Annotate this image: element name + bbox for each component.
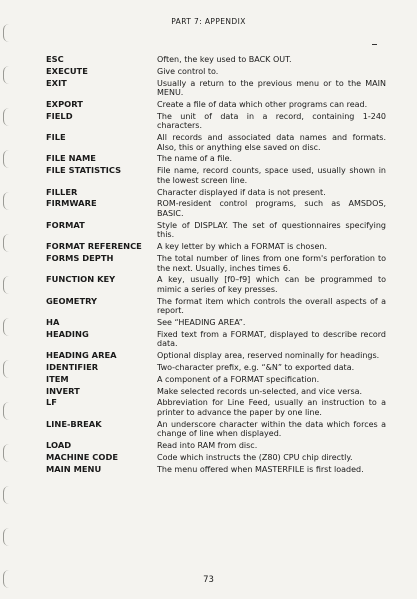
binding-hole [3, 444, 13, 462]
glossary-definition: Usually a return to the previous menu or to the MAIN MENU. [157, 78, 386, 98]
glossary-term: IDENTIFIER [46, 362, 99, 372]
glossary-definition: Make selected records un-selected, and vice versa. [157, 386, 363, 396]
glossary-entry [46, 465, 386, 475]
glossary-entry [46, 67, 386, 77]
glossary-entry [46, 221, 386, 240]
glossary-term: HA [46, 317, 60, 328]
glossary-entry [46, 297, 386, 316]
binding-hole [3, 528, 13, 546]
glossary-entry [46, 254, 386, 273]
glossary-term: EXIT [46, 77, 67, 88]
glossary-entry [46, 363, 386, 373]
glossary-entry [46, 318, 386, 328]
glossary-term: ESC [46, 54, 64, 64]
glossary-term: HEADING [46, 328, 89, 339]
glossary-definition: All records and associated data names and formats. Also, this or anything else saved on disc. [157, 133, 386, 152]
margin-mark [372, 44, 377, 45]
glossary-definition: The format item which controls the overall aspects of a report. [157, 296, 386, 316]
glossary-definition: The total number of lines from one form's perforation to the next. Usually, inches times 6. [157, 253, 386, 273]
glossary-entry [46, 420, 386, 439]
glossary-definition: Code which instructs the (Z80) CPU chip directly. [157, 452, 353, 462]
binding-hole [3, 318, 13, 336]
binding-hole [3, 108, 13, 126]
glossary-definition: Abbreviation for Line Feed, usually an instruction to a printer to advance the paper by one line. [157, 398, 386, 417]
glossary-definition: The name of a file. [157, 154, 233, 164]
glossary-entry [46, 199, 386, 218]
glossary-entry [46, 275, 386, 294]
glossary-entry [46, 453, 386, 463]
glossary-entry [46, 351, 386, 361]
binding-hole [3, 234, 13, 252]
binding-holes [0, 0, 20, 599]
glossary-term: EXECUTE [46, 65, 88, 76]
glossary-term: ITEM [46, 373, 69, 384]
glossary-entry [46, 387, 386, 397]
glossary-entry [46, 242, 386, 252]
glossary-term: FILLER [46, 186, 78, 197]
glossary-definition: A component of a FORMAT specification. [157, 374, 320, 384]
glossary-entry [46, 441, 386, 451]
glossary-definition: The menu offered when MASTERFILE is first loaded. [157, 464, 364, 474]
glossary-entry [46, 154, 386, 164]
glossary-term: INVERT [46, 385, 80, 396]
binding-hole [3, 486, 13, 504]
binding-hole [3, 402, 13, 420]
glossary-definition: Give control to. [157, 66, 219, 76]
glossary-term: EXPORT [46, 98, 83, 109]
binding-hole [3, 66, 13, 84]
glossary-term: FORMAT REFERENCE [46, 241, 142, 252]
glossary-definition: See “HEADING AREA”. [157, 318, 246, 328]
glossary-entry [46, 398, 386, 417]
glossary-term: LF [46, 397, 57, 408]
glossary-term: MACHINE CODE [46, 451, 118, 462]
glossary-term: LINE-BREAK [46, 418, 102, 429]
glossary-definition: Often, the key used to BACK OUT. [157, 55, 292, 64]
glossary-term: FORMAT [46, 219, 85, 230]
glossary-term: LOAD [46, 440, 72, 451]
glossary-definition: Style of DISPLAY. The set of questionnaires specifying this. [157, 220, 386, 240]
page-header: PART 7: APPENDIX [171, 17, 246, 26]
glossary-term: MAIN MENU [46, 463, 102, 474]
glossary-definition: Create a file of data which other programs can read. [157, 99, 368, 109]
glossary-term: GEOMETRY [46, 295, 98, 306]
glossary-definition: A key letter by which a FORMAT is chosen. [157, 242, 328, 252]
glossary-entry [46, 100, 386, 110]
glossary-definition: A key, usually [f0–f9] which can be programmed to mimic a series of key presses. [157, 275, 386, 294]
glossary-entry [46, 330, 386, 349]
glossary-term: FIELD [46, 110, 73, 121]
glossary-entry [46, 133, 386, 152]
page-number: 73 [203, 575, 214, 585]
glossary-list [46, 55, 386, 476]
glossary-term: FILE STATISTICS [46, 165, 122, 176]
binding-hole [3, 192, 13, 210]
binding-hole [3, 150, 13, 168]
glossary-term: FORMS DEPTH [46, 252, 114, 263]
glossary-term: FILE NAME [46, 153, 96, 164]
glossary-definition: The unit of data in a record, containing 1-240 characters. [157, 111, 386, 131]
glossary-term: FUNCTION KEY [46, 274, 116, 285]
binding-hole [3, 276, 13, 294]
glossary-entry [46, 188, 386, 198]
glossary-definition: ROM-resident control programs, such as AMSDOS, BASIC. [157, 199, 386, 218]
glossary-definition: An underscore character within the data which forces a change of line when displayed. [157, 419, 386, 439]
glossary-entry [46, 79, 386, 98]
glossary-definition: Optional display area, reserved nominally for headings. [157, 351, 380, 361]
glossary-entry [46, 166, 386, 185]
glossary-definition: File name, record counts, space used, usually shown in the lowest screen line. [157, 166, 386, 185]
glossary-term: FIRMWARE [46, 198, 97, 209]
glossary-definition: Read into RAM from disc. [157, 441, 258, 451]
glossary-entry [46, 55, 386, 65]
glossary-term: FILE [46, 132, 66, 143]
binding-hole [3, 24, 13, 42]
glossary-entry [46, 375, 386, 385]
glossary-term: HEADING AREA [46, 350, 117, 361]
binding-hole [3, 360, 13, 378]
glossary-definition: Two-character prefix, e.g. “&N” to exported data. [157, 363, 355, 372]
glossary-entry [46, 112, 386, 131]
glossary-definition: Fixed text from a FORMAT, displayed to describe record data. [157, 329, 386, 349]
glossary-definition: Character displayed if data is not present. [157, 187, 326, 197]
